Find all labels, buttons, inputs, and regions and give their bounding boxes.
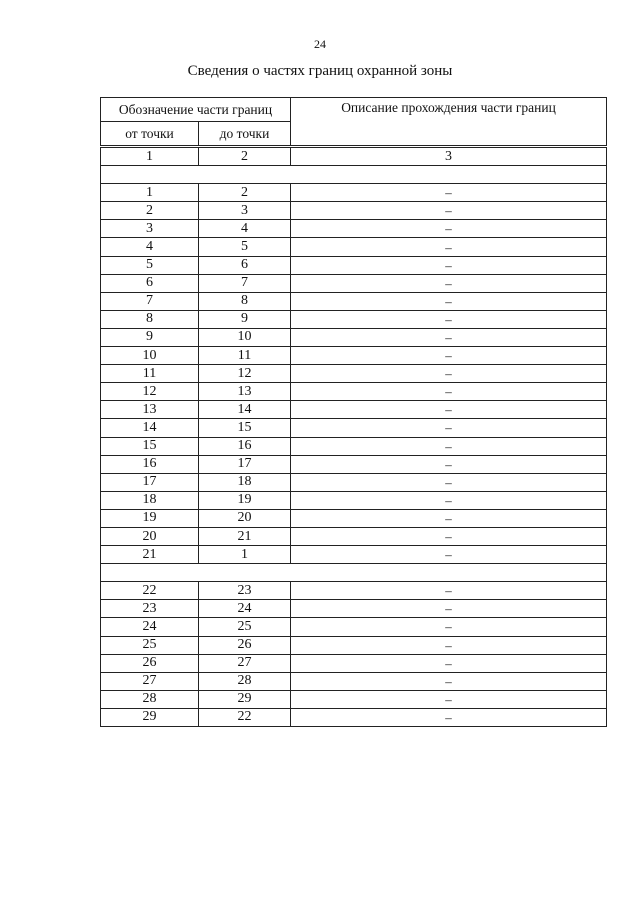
table-row [101,383,607,401]
from-point-cell: 21 [101,546,199,564]
to-point-header: до точки [199,122,291,146]
table-row [101,328,607,346]
from-point-cell: 14 [101,419,199,437]
table-row [101,509,607,527]
to-point-cell: 26 [199,636,291,654]
table-row [101,365,607,383]
from-point-cell: 24 [101,618,199,636]
from-point-cell: 3 [101,220,199,238]
description-cell: – [291,708,607,726]
table-row [101,527,607,545]
table-row [101,708,607,726]
to-point-cell: 4 [199,220,291,238]
to-point-cell: 28 [199,672,291,690]
to-point-cell: 25 [199,618,291,636]
section-2-header-row-label [101,564,607,582]
description-cell: – [291,491,607,509]
description-cell: – [291,220,607,238]
description-cell: – [291,328,607,346]
description-cell: – [291,383,607,401]
to-point-cell: 8 [199,292,291,310]
table-row [101,238,607,256]
table-row [101,654,607,672]
to-point-cell: 1 [199,546,291,564]
table-row [101,347,607,365]
description-cell: – [291,310,607,328]
to-point-cell: 20 [199,509,291,527]
to-point-cell: 23 [199,582,291,600]
section-1-header-row [101,166,607,184]
description-cell: – [291,365,607,383]
table-row [101,274,607,292]
from-point-cell: 1 [101,184,199,202]
from-point-cell: 22 [101,582,199,600]
description-cell: – [291,527,607,545]
header-table [100,97,607,146]
description-cell: – [291,274,607,292]
description-cell: – [291,672,607,690]
table-row [101,618,607,636]
table-row [101,473,607,491]
description-cell: – [291,600,607,618]
description-cell: – [291,636,607,654]
page-number: 24 [314,37,326,51]
table-row [101,401,607,419]
from-point-cell: 6 [101,274,199,292]
from-point-cell: 27 [101,672,199,690]
description-cell: – [291,582,607,600]
to-point-cell: 19 [199,491,291,509]
description-cell: – [291,473,607,491]
from-point-cell: 15 [101,437,199,455]
to-point-cell: 3 [199,202,291,220]
table-row [101,256,607,274]
description-cell: – [291,184,607,202]
from-point-cell: 13 [101,401,199,419]
from-point-cell: 5 [101,256,199,274]
table-row [101,690,607,708]
designation-header: Обозначение части границ [101,98,291,122]
to-point-cell: 17 [199,455,291,473]
to-point-cell: 2 [199,184,291,202]
to-point-cell: 29 [199,690,291,708]
from-point-cell: 11 [101,365,199,383]
from-point-cell: 26 [101,654,199,672]
from-point-cell: 23 [101,600,199,618]
table-row [101,600,607,618]
to-point-cell: 5 [199,238,291,256]
from-point-header: от точки [101,122,199,146]
to-point-cell: 15 [199,419,291,437]
description-cell: – [291,238,607,256]
description-cell: – [291,401,607,419]
to-point-cell: 7 [199,274,291,292]
description-cell: – [291,437,607,455]
from-point-cell: 4 [101,238,199,256]
to-point-cell: 22 [199,708,291,726]
to-point-cell: 12 [199,365,291,383]
to-point-cell: 27 [199,654,291,672]
boundary-table [100,147,607,727]
description-cell: – [291,347,607,365]
document-title: Сведения о частях границ охранной зоны [187,63,453,79]
from-point-cell: 17 [101,473,199,491]
table-row [101,310,607,328]
from-point-cell: 19 [101,509,199,527]
table-row [101,419,607,437]
table-row [101,636,607,654]
from-point-cell: 25 [101,636,199,654]
to-point-cell: 18 [199,473,291,491]
section-2-header-row [101,564,607,582]
description-cell: – [291,546,607,564]
from-point-cell: 12 [101,383,199,401]
description-cell: – [291,202,607,220]
from-point-cell: 29 [101,708,199,726]
from-point-cell: 7 [101,292,199,310]
boundary-table-body [101,148,607,727]
description-cell: – [291,509,607,527]
table-row [101,292,607,310]
table-row [101,202,607,220]
description-cell: – [291,455,607,473]
description-cell: – [291,690,607,708]
to-point-cell: 9 [199,310,291,328]
table-row [101,582,607,600]
to-point-cell: 6 [199,256,291,274]
to-point-cell: 13 [199,383,291,401]
column-number-2: 2 [199,148,291,166]
description-header: Описание прохождения части границ [291,98,607,146]
table-row [101,491,607,509]
to-point-cell: 21 [199,527,291,545]
from-point-cell: 9 [101,328,199,346]
section-1-header-row-label [101,166,607,184]
column-number-1: 1 [101,148,199,166]
description-cell: – [291,256,607,274]
from-point-cell: 28 [101,690,199,708]
table-row [101,455,607,473]
table-row [101,546,607,564]
table-row [101,184,607,202]
table-row [101,437,607,455]
column-numbering-row [101,148,607,166]
table-row [101,220,607,238]
description-cell: – [291,654,607,672]
table-row [101,672,607,690]
column-number-3: 3 [291,148,607,166]
from-point-cell: 16 [101,455,199,473]
from-point-cell: 8 [101,310,199,328]
from-point-cell: 18 [101,491,199,509]
from-point-cell: 10 [101,347,199,365]
from-point-cell: 2 [101,202,199,220]
description-cell: – [291,618,607,636]
to-point-cell: 24 [199,600,291,618]
to-point-cell: 16 [199,437,291,455]
from-point-cell: 20 [101,527,199,545]
description-cell: – [291,292,607,310]
description-cell: – [291,419,607,437]
to-point-cell: 14 [199,401,291,419]
to-point-cell: 10 [199,328,291,346]
to-point-cell: 11 [199,347,291,365]
